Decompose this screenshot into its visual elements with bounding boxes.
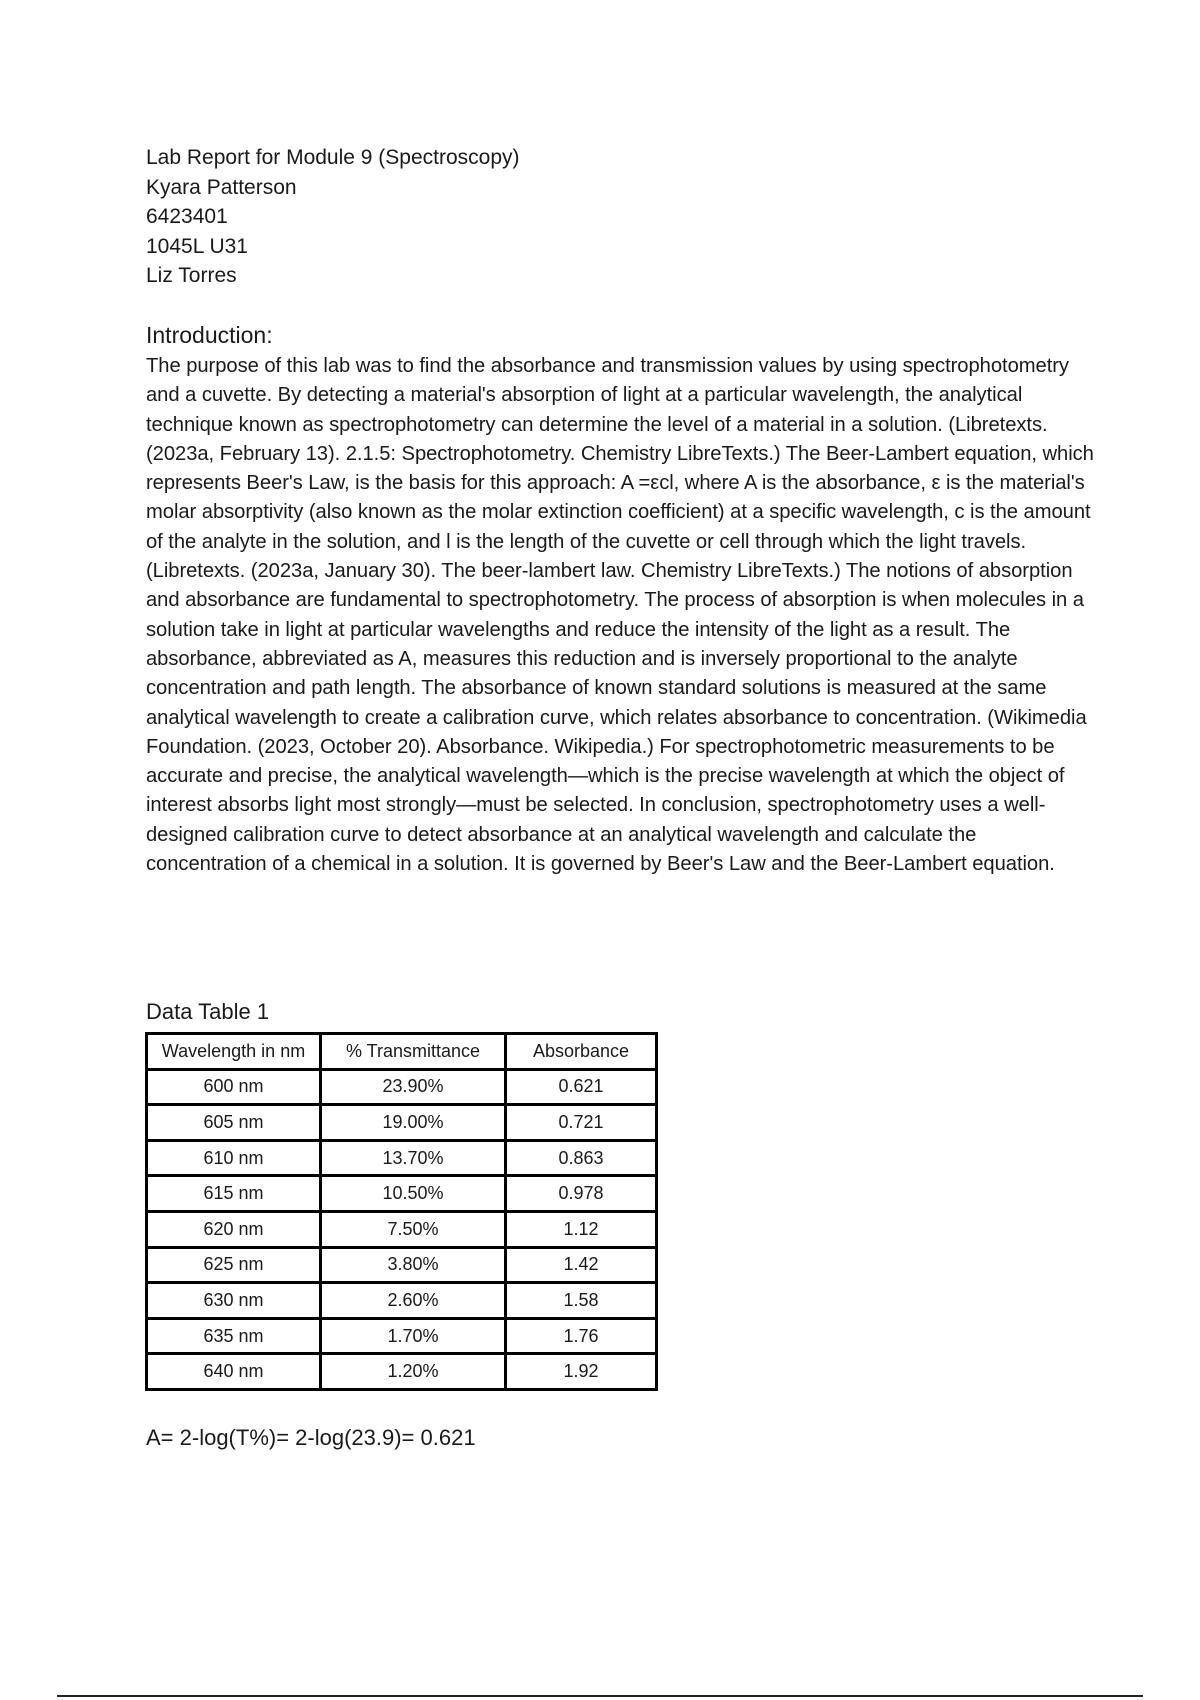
cell-transmittance: 19.00% [321,1105,506,1141]
cell-wavelength: 625 nm [147,1247,321,1283]
table-header-row [147,1034,657,1070]
cell-wavelength: 610 nm [147,1140,321,1176]
course-section: 1045L U31 [146,234,248,258]
data-table [145,1032,658,1391]
report-title: Lab Report for Module 9 (Spectroscopy) [146,146,520,169]
absorbance-formula: A= 2-log(T%)= 2-log(23.9)= 0.621 [146,1425,476,1450]
cell-wavelength: 635 nm [147,1318,321,1354]
column-header-transmittance: % Transmittance [321,1034,506,1070]
table-row [147,1140,657,1176]
cell-transmittance: 7.50% [321,1211,506,1247]
cell-absorbance: 1.42 [506,1247,657,1283]
cell-wavelength: 600 nm [147,1069,321,1105]
instructor-name: Liz Torres [146,264,237,287]
table-row [147,1318,657,1354]
table-caption: Data Table 1 [146,999,270,1024]
cell-transmittance: 1.20% [321,1354,506,1390]
cell-absorbance: 0.978 [506,1176,657,1212]
cell-transmittance: 1.70% [321,1318,506,1354]
table-row [147,1283,657,1319]
report-header [146,143,520,291]
cell-absorbance: 0.721 [506,1105,657,1141]
student-id: 6423401 [146,205,228,228]
cell-wavelength: 605 nm [147,1105,321,1141]
cell-wavelength: 640 nm [147,1354,321,1390]
cell-absorbance: 0.863 [506,1140,657,1176]
cell-absorbance: 1.58 [506,1283,657,1319]
cell-wavelength: 615 nm [147,1176,321,1212]
table-row [147,1069,657,1105]
table-row [147,1247,657,1283]
table-row [147,1105,657,1141]
introduction-paragraph: The purpose of this lab was to find the absorbance and transmission values by using spectrophotometry and a cuvette. By detecting a material's absorption of light at a particular wavelength, the analytical technique known as spectrophotometry can determine the level of a material in a solution. (Libretexts. (2023a, February 13). 2.1.5: Spectrophotometry. Chemistry LibreTexts.) The Beer-Lambert equation, which represents Beer's Law, is the basis for this approach: A =εcl, where A is the absorbance, ε is the material's molar absorptivity (also known as the molar extinction coefficient) at a specific wavelength, c is the amount of the analyte in the solution, and l is the length of the cuvette or cell through which the light travels. (Libretexts. (2023a, January 30). The beer-lambert law. Chemistry LibreTexts.) The notions of absorption and absorbance are fundamental to spectrophotometry. The process of absorption is when molecules in a solution take in light at particular wavelengths and reduce the intensity of the light as a result. The absorbance, abbreviated as A, measures this reduction and is inversely proportional to the analyte concentration and path length. The absorbance of known standard solutions is measured at the same analytical wavelength to create a calibration curve, which relates absorbance to concentration. (Wikimedia Foundation. (2023, October 20). Absorbance. Wikipedia.) For spectrophotometric measurements to be accurate and precise, the analytical wavelength—which is the precise wavelength at which the object of interest absorbs light most strongly—must be selected. In conclusion, spectrophotometry uses a well-designed calibration curve to detect absorbance at an analytical wavelength and calculate the concentration of a chemical in a solution. It is governed by Beer's Law and the Beer-Lambert equation. [146,355,1094,876]
page-bottom-divider [57,1695,1143,1697]
cell-transmittance: 2.60% [321,1283,506,1319]
cell-wavelength: 620 nm [147,1211,321,1247]
cell-transmittance: 3.80% [321,1247,506,1283]
table-row [147,1211,657,1247]
table-row [147,1354,657,1390]
cell-absorbance: 1.92 [506,1354,657,1390]
cell-absorbance: 1.12 [506,1211,657,1247]
cell-transmittance: 10.50% [321,1176,506,1212]
column-header-wavelength: Wavelength in nm [147,1034,321,1070]
cell-transmittance: 13.70% [321,1140,506,1176]
introduction-heading: Introduction: [146,322,273,348]
cell-absorbance: 1.76 [506,1318,657,1354]
student-name: Kyara Patterson [146,175,297,199]
column-header-absorbance: Absorbance [506,1034,657,1070]
cell-absorbance: 0.621 [506,1069,657,1105]
cell-transmittance: 23.90% [321,1069,506,1105]
table-row [147,1176,657,1212]
cell-wavelength: 630 nm [147,1283,321,1319]
